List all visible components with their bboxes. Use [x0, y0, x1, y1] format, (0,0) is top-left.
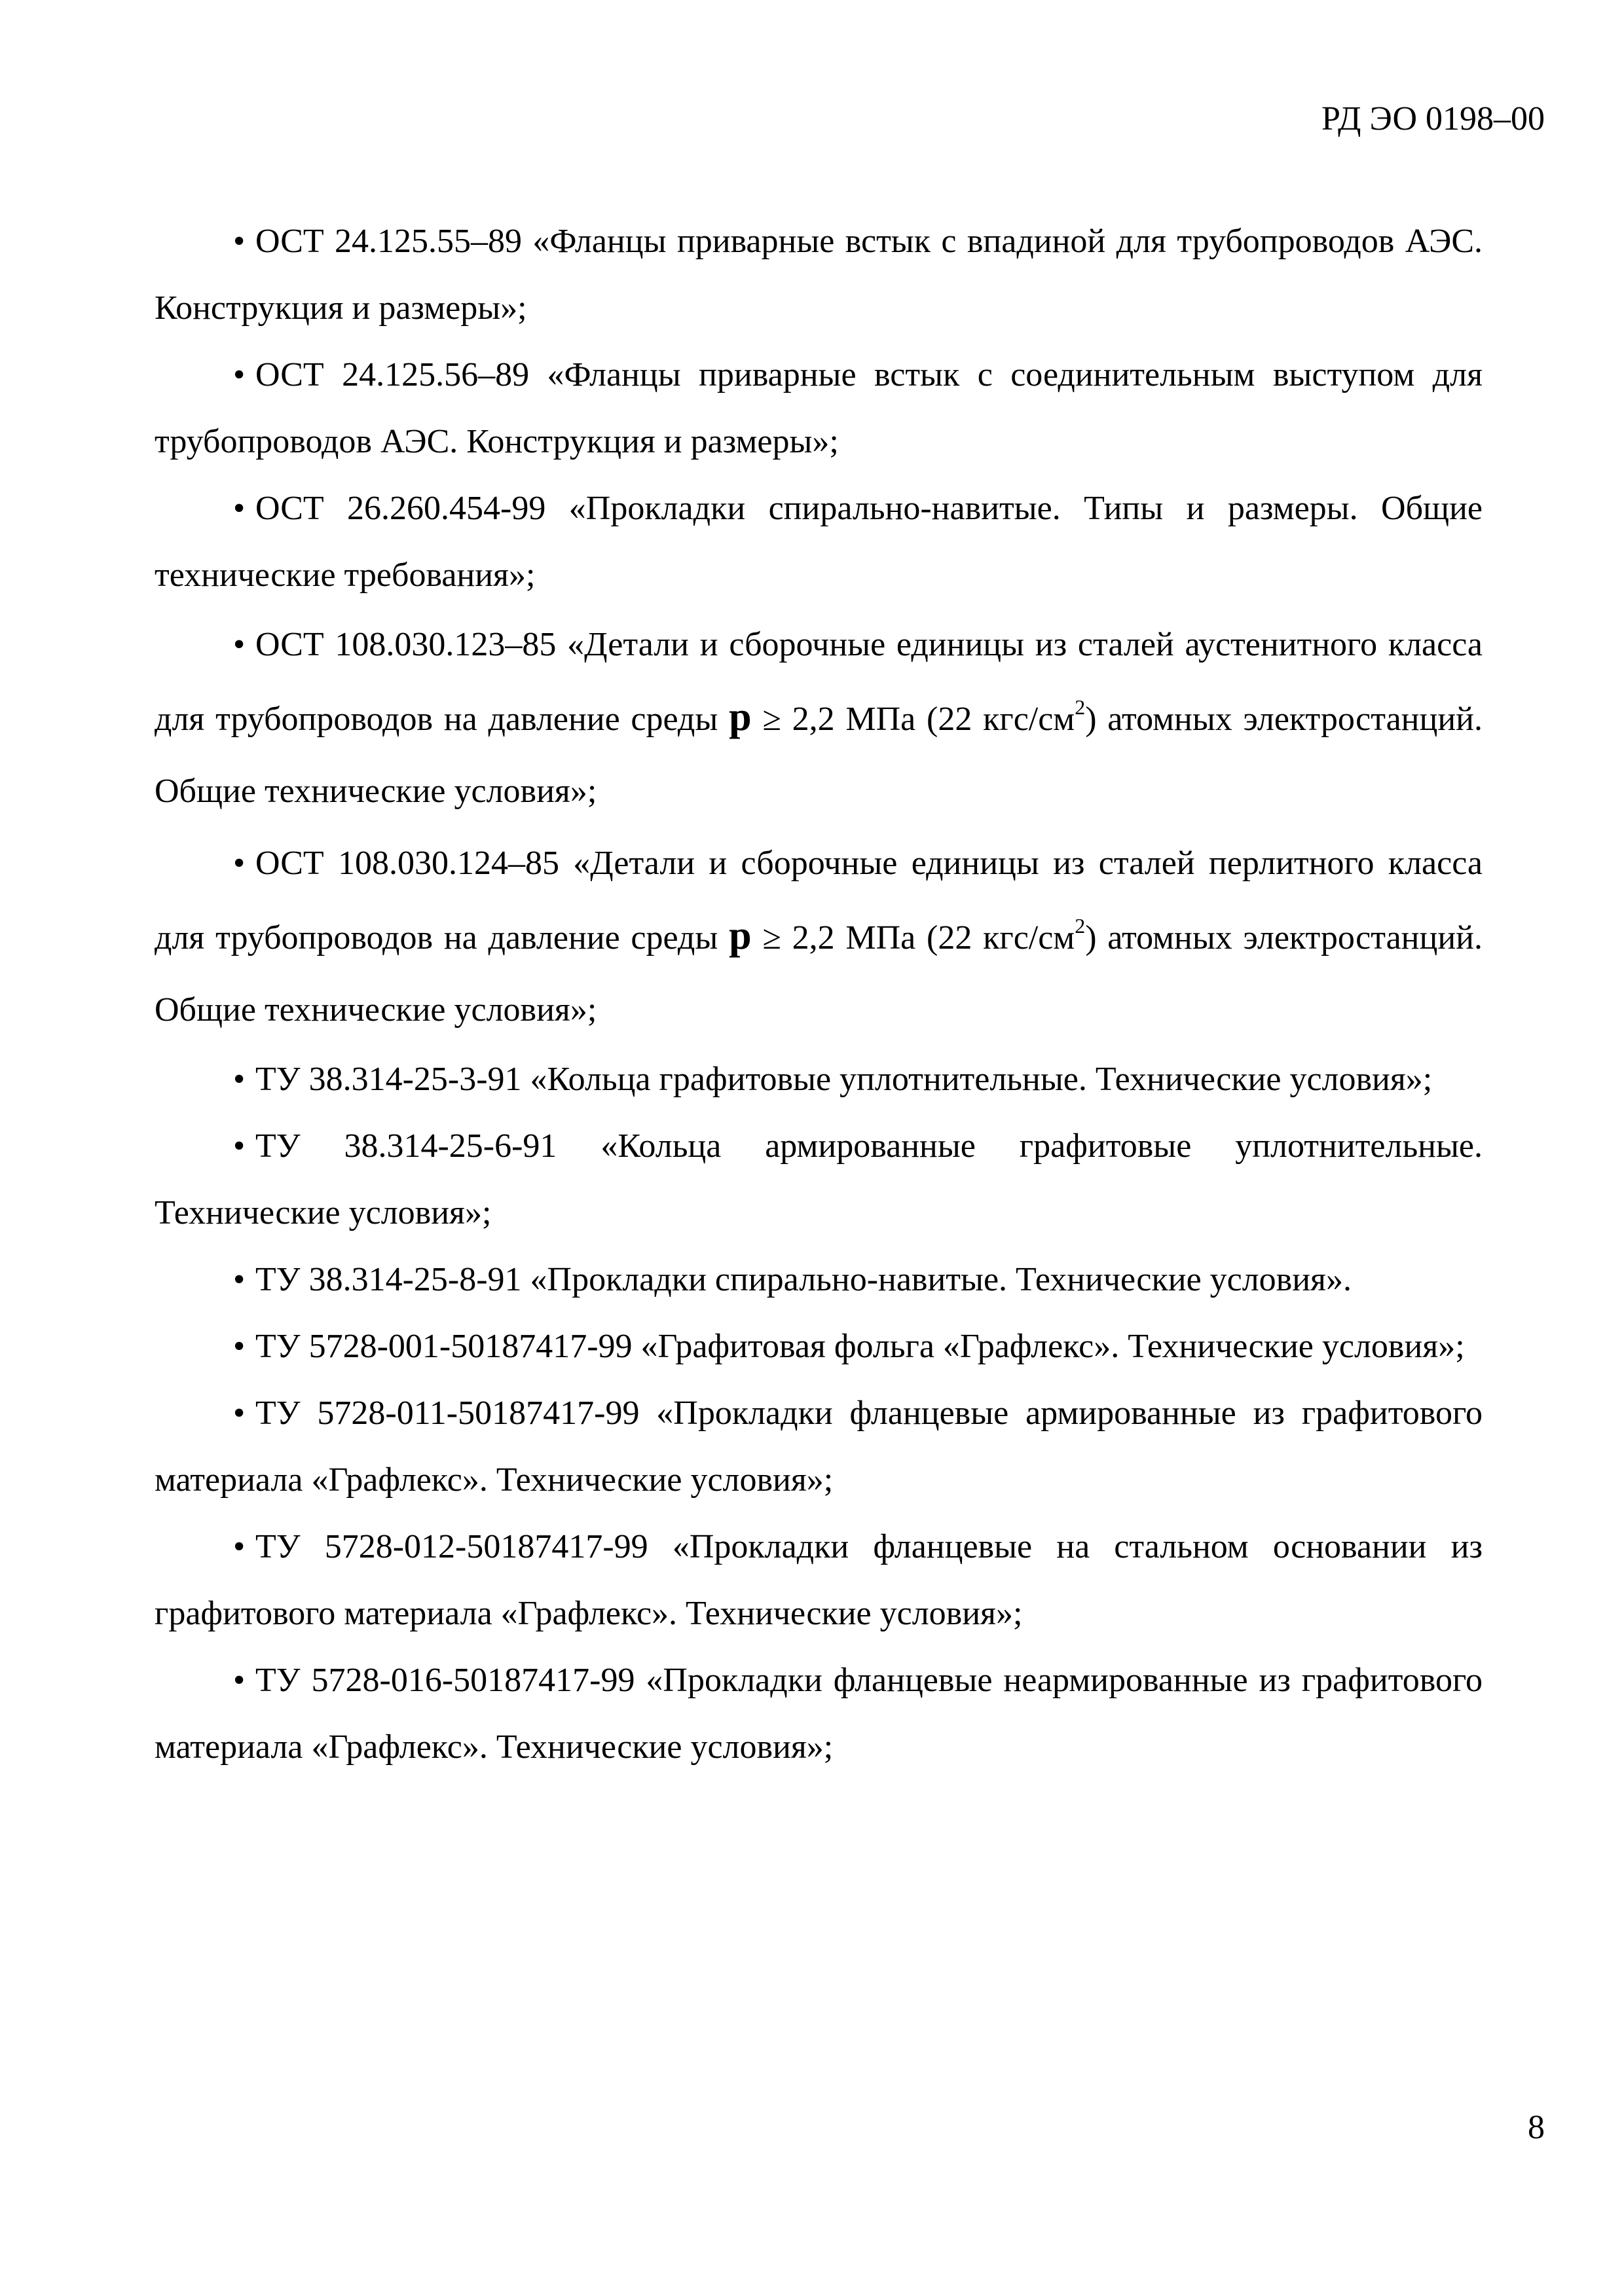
- list-item-text: ) атомных электростанций. Общие технические условия»;: [155, 919, 1483, 1029]
- bullet-icon: •: [233, 1061, 246, 1098]
- list-item-text: ТУ 38.314-25-3-91 «Кольца графитовые уплотнительные. Технические условия»;: [255, 1061, 1433, 1098]
- list-item: [155, 342, 1483, 475]
- reference-list: [155, 208, 1483, 1781]
- bullet-icon: •: [233, 1127, 246, 1165]
- bullet-icon: •: [233, 223, 246, 260]
- list-item: [155, 1380, 1483, 1514]
- list-item-text: ≥ 2,2 МПа (22 кгс/см: [762, 701, 1075, 738]
- bullet-icon: •: [233, 1261, 246, 1298]
- list-item-text: ОСТ 24.125.56–89 «Фланцы приварные встык с соединительным выступом для трубопроводов АЭС. Конструкция и размеры»;: [155, 356, 1483, 460]
- bullet-icon: •: [233, 626, 246, 663]
- list-item-text: ≥ 2,2 МПа (22 кгс/см: [762, 919, 1075, 957]
- bullet-icon: •: [233, 356, 246, 393]
- list-item: [155, 828, 1483, 1046]
- superscript: 2: [1075, 695, 1086, 719]
- bullet-icon: •: [233, 1528, 246, 1565]
- list-item: [155, 475, 1483, 609]
- list-item: [155, 1647, 1483, 1781]
- list-item-text: ОСТ 26.260.454-99 «Прокладки спирально-навитые. Типы и размеры. Общие технические требования»;: [155, 490, 1483, 594]
- list-item-text: ТУ 5728-001-50187417-99 «Графитовая фольга «Графлекс». Технические условия»;: [255, 1328, 1465, 1365]
- list-item-text: ТУ 5728-016-50187417-99 «Прокладки фланцевые неармированные из графитового материала «Графлекс». Технические условия»;: [155, 1662, 1483, 1766]
- superscript: 2: [1075, 914, 1086, 938]
- list-item: [155, 1113, 1483, 1247]
- bullet-icon: •: [233, 845, 246, 882]
- list-item: [155, 609, 1483, 828]
- pressure-symbol: p: [729, 913, 752, 958]
- pressure-symbol: p: [729, 695, 752, 739]
- list-item: [155, 1247, 1483, 1313]
- page-number: 8: [1528, 2109, 1545, 2146]
- bullet-icon: •: [233, 490, 246, 527]
- list-item-text: ) атомных электростанций. Общие технические условия»;: [155, 701, 1483, 810]
- list-item: [155, 1046, 1483, 1113]
- bullet-icon: •: [233, 1394, 246, 1432]
- list-item: [155, 1514, 1483, 1647]
- list-item-text: ТУ 38.314-25-6-91 «Кольца армированные графитовые уплотнительные. Технические условия»;: [155, 1127, 1483, 1231]
- bullet-icon: •: [233, 1328, 246, 1365]
- list-item-text: ТУ 5728-011-50187417-99 «Прокладки фланцевые армированные из графитового материала «Графлекс». Технические условия»;: [155, 1394, 1483, 1499]
- list-item: [155, 208, 1483, 342]
- list-item-text: ОСТ 24.125.55–89 «Фланцы приварные встык с впадиной для трубопроводов АЭС. Конструкция и размеры»;: [155, 223, 1483, 327]
- bullet-icon: •: [233, 1662, 246, 1699]
- list-item-text: ОСТ 108.030.124–85 «Детали и сборочные единицы из сталей перлитного класса для трубопроводов на давление среды: [155, 845, 1483, 957]
- list-item: [155, 1313, 1483, 1380]
- list-item-text: ТУ 5728-012-50187417-99 «Прокладки фланцевые на стальном основании из графитового материала «Графлекс». Технические условия»;: [155, 1528, 1483, 1632]
- list-item-text: ТУ 38.314-25-8-91 «Прокладки спирально-навитые. Технические условия».: [255, 1261, 1352, 1298]
- list-item-text: ОСТ 108.030.123–85 «Детали и сборочные единицы из сталей аустенитного класса для трубопроводов на давление среды: [155, 626, 1483, 738]
- document-code: РД ЭО 0198–00: [1321, 100, 1545, 137]
